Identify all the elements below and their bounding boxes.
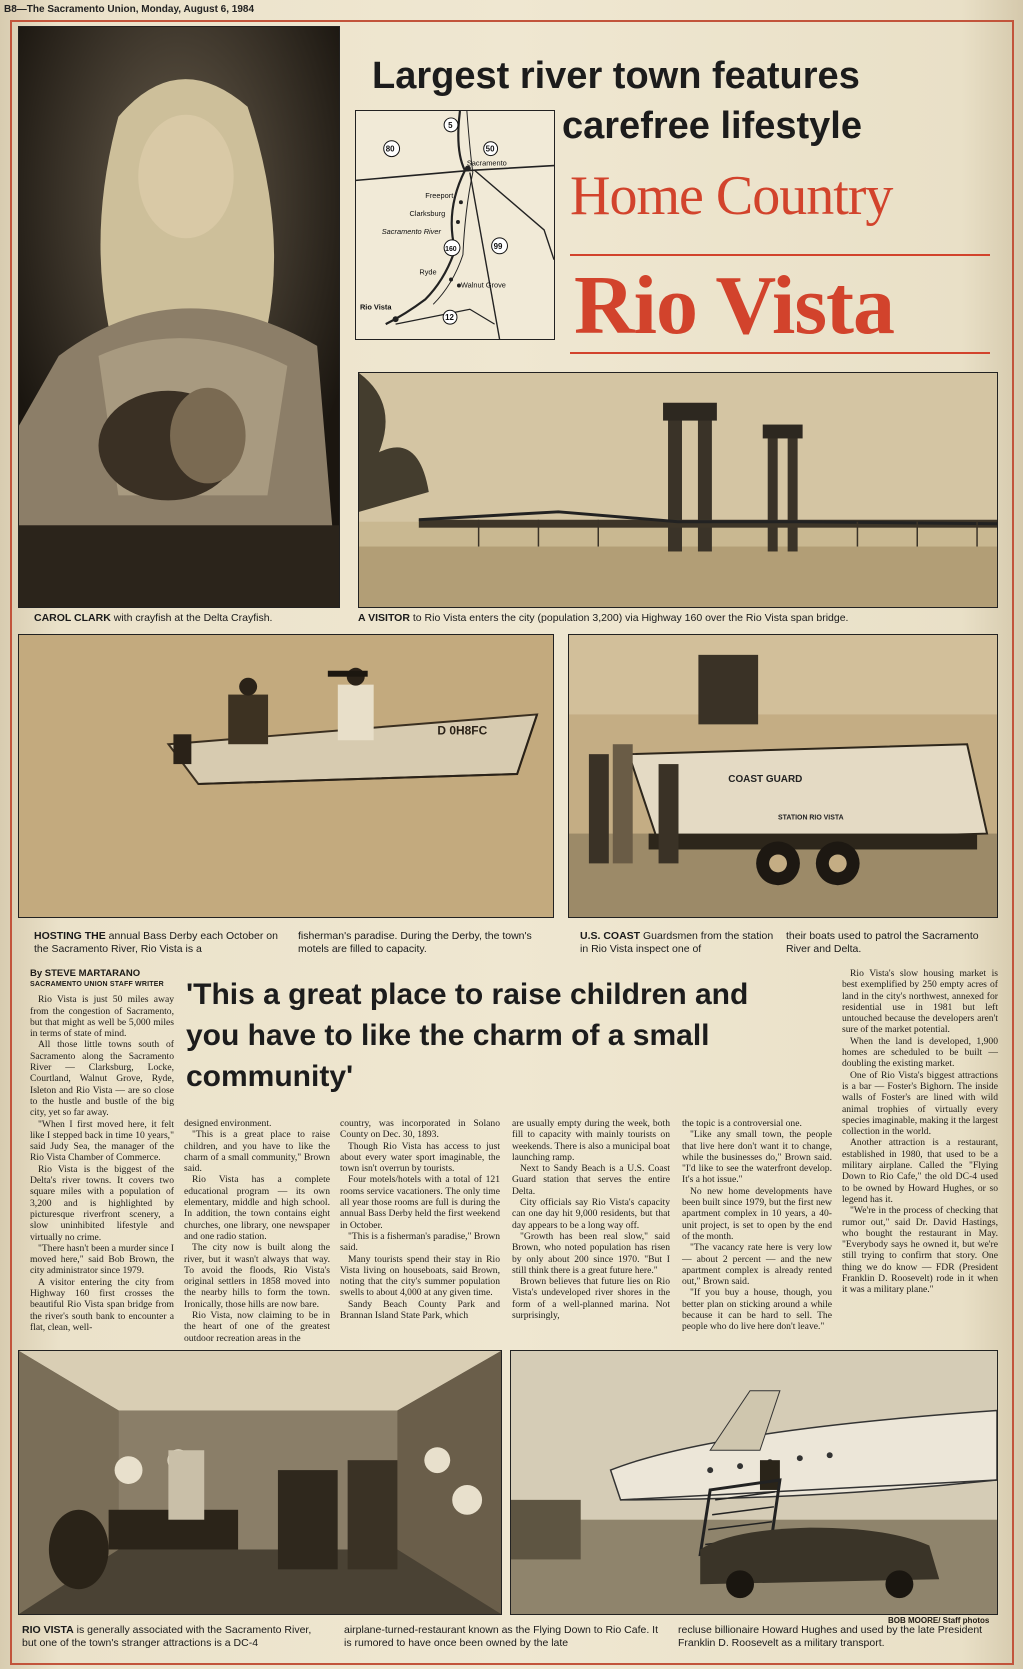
photo-carol-clark [18,26,340,608]
col3-para: "This is a fisherman's paradise," Brown said. [340,1230,500,1254]
col1-para: All those little towns south of Sacramento along the Sacramento River — Clarksburg, Locke, Courtland, Walnut Grove, Ryde, Isleton and Rio Vista — are so close to the hustle and bustle of the big city, yet so far away. [30,1039,174,1119]
col1-para: A visitor entering the city from Highway 160 first crosses the beautiful Rio Vista span bridge from the river's south bank to encounter a flat, clean, well- [30,1276,174,1333]
col2-para: "This is a great place to raise children, and you have to like the charm of a small community," Brown said. [184,1129,330,1175]
col5-para: No new home developments have been built since 1979, but the first new apartment complex in 10 years, a 40-unit project, is set to open by the end of the month. [682,1185,832,1242]
map-hwy-80: 80 [385,144,395,154]
map-label-walnut-grove: Walnut Grove [460,280,506,290]
headline-line2: carefree lifestyle [562,105,862,147]
page-folio: B8—The Sacramento Union, Monday, August 6, 1984 [4,4,255,15]
locator-map [355,110,555,340]
photo-credit: BOB MOORE/ Staff photos [888,1616,990,1625]
coast-guard-hull-text: COAST GUARD [728,773,803,785]
caption-plane-c: recluse billionaire Howard Hughes and used by the late President Franklin D. Roosevelt as a military transport. [678,1624,983,1649]
col2-para: Rio Vista, now claiming to be in the heart of one of the greatest outdoor recreation areas in the [184,1310,330,1344]
col1-para: Rio Vista is the biggest of the Delta's river towns. It covers two square miles with a population of 3,200 and is highlighted by picturesque riverfront scenery, a slow uninhibited lifestyle and virtually no crime. [30,1163,174,1243]
caption-coast-guard-b: their boats used to patrol the Sacramento River and Delta. [786,930,979,955]
col1-para: "When I first moved here, it felt like I stepped back in time 10 years," said Judy Sea, the manager of the Rio Vista Chamber of Commerce. [30,1118,174,1164]
place-title: Rio Vista [574,259,895,352]
col6-para: Another attraction is a restaurant, established in 1980, that used to be a military airplane. Called the "Flying Down to Rio Cafe," the old DC-4 used to be owned by Howard Hughes, or so legend has it. [842,1137,998,1205]
col3-para: Four motels/hotels with a total of 121 rooms service vacationers. The only time all year those rooms are full is during the annual Bass Derby held the first weekend in October. [340,1174,500,1231]
col5-para: the topic is a controversial one. [682,1118,802,1129]
pull-quote: 'This a great place to raise children and you have to like the charm of a small community' [186,978,749,1093]
col5-para: "The vacancy rate here is very low — about 2 percent — and the new apartment complex is already rented out," Brown said. [682,1242,832,1288]
caption-bridge: A VISITOR to Rio Vista enters the city (population 3,200) via Highway 160 over the Rio Vista span bridge. [358,612,849,624]
col4-para: "Growth has been real slow," said Brown, who noted population has risen by only about 200 since 1970. "But I still think there is a great future here." [512,1230,670,1276]
story-column-4 [512,1118,670,1321]
photo-bass-boat [18,634,554,918]
col4-para: are usually empty during the week, both fill to capacity with mainly tourists on weekends. There is also a municipal boat launching ramp. [512,1118,670,1163]
coast-guard-station-text: STATION RIO VISTA [778,814,844,822]
col3-para: country, was incorporated in Solano County on Dec. 30, 1893. [340,1118,500,1141]
story-column-5 [682,1118,832,1333]
map-label-clarksburg: Clarksburg [409,209,446,219]
map-label-sacramento: Sacramento [466,158,507,168]
caption-plane-a: RIO VISTA is generally associated with the Sacramento River, but one of the town's stranger attractions is a DC-4 [22,1624,312,1649]
section-rule [570,254,990,256]
col5-para: "If you buy a house, though, you better plan on sticking around a while because it can be hard to sell. The people who do live here don't leave." [682,1287,832,1333]
col5-para: "Like any small town, the people that live here don't want it to change, while the businesses do," Brown said. "I'd like to see the waterfront develop. It's a hot issue." [682,1129,832,1186]
caption-bass-boat-b: fisherman's paradise. During the Derby, the town's motels are filled to capacity. [298,930,532,955]
col4-para: Next to Sandy Beach is a U.S. Coast Guard station that serves the entire Delta. [512,1163,670,1197]
col3-para: Many tourists spend their stay in Rio Vista living on houseboats, said Brown, noting that the city's summer population swells to about 4,000 at any given time. [340,1253,500,1299]
caption-bass-boat-a: HOSTING THE annual Bass Derby each October on the Sacramento River, Rio Vista is a [34,930,278,955]
map-hwy-5: 5 [448,120,453,130]
byline: By STEVE MARTARANO [30,968,141,979]
col2-para: Rio Vista has a complete educational program — its own elementary, middle and high school. In addition, the town contains eight churches, one library, one newspaper and one radio station. [184,1174,330,1242]
story-column-3 [340,1118,500,1321]
map-hwy-160: 160 [445,245,457,253]
col3-para: Sandy Beach County Park and Brannan Island State Park, which [340,1298,500,1322]
headline-line1: Largest river town features [372,55,860,97]
col6-para: "We're in the process of checking that rumor out," said Dr. David Hastings, who bought the restaurant in May. "Everybody says he owned it, but we're still trying to confirm that story. One thing we do know — FDR (President Franklin D. Roosevelt) rode in it when it was a military plane." [842,1205,998,1296]
story-column-2 [184,1118,330,1344]
col3-para: Though Rio Vista has access to just about every water sport imaginable, the town isn't overrun by tourists. [340,1140,500,1175]
byline-role: SACRAMENTO UNION STAFF WRITER [30,981,164,988]
col1-para: Rio Vista is just 50 miles away from the congestion of Sacramento, but that might as well be 5,000 miles in terms of state of mind. [30,994,174,1040]
photo-bridge [358,372,998,608]
map-label-ryde: Ryde [419,267,437,277]
map-hwy-50: 50 [485,144,495,154]
story-column-1 [30,968,174,1333]
section-title: Home Country [570,165,893,227]
boat-registration: D 0H8FC [437,723,488,738]
map-label-freeport: Freeport [425,191,454,201]
caption-plane-b: airplane-turned-restaurant known as the Flying Down to Rio Cafe. It is rumored to have once been owned by the late [344,1624,658,1649]
col2-para: designed environment. [184,1118,272,1129]
col4-para: City officials say Rio Vista's capacity can one day hit 9,000 residents, but that day appears to be a long way off. [512,1197,670,1231]
caption-coast-guard-a: U.S. COAST Guardsmen from the station in Rio Vista inspect one of [580,930,774,955]
map-hwy-99: 99 [493,241,503,251]
col1-para: "There hasn't been a murder since I moved here," said Bob Brown, the city administrator since 1979. [30,1242,174,1277]
col4-para: Brown believes that future lies on Rio Vista's undeveloped river shores in the form of a well-planned marina. Not surprisingly, [512,1276,670,1322]
col6-para: One of Rio Vista's biggest attractions is a bar — Foster's Bighorn. The inside walls of Foster's are lined with wild animal trophies of virtually every species imaginable, making it the largest collection in the world. [842,1069,998,1138]
map-hwy-12: 12 [445,313,454,323]
place-rule [570,352,990,354]
map-label-rio-vista: Rio Vista [359,302,392,312]
photo-dc4-airplane [510,1350,998,1615]
story-column-6 [842,968,998,1296]
caption-carol-clark: CAROL CLARK with crayfish at the Delta Crayfish. [34,612,273,624]
col6-para: Rio Vista's slow housing market is best exemplified by 250 empty acres of land in the city's northwest, annexed for residential use in 1981 but left untouched because the developers aren't sure of the market potential. [842,968,998,1036]
col6-para: When the land is developed, 1,900 homes are scheduled to be built — doubling the existing market. [842,1035,998,1070]
col2-para: The city now is built along the river, but it wasn't always that way. To avoid the floods, Rio Vista's original settlers in 1858 moved into the nearby hills to form the town. Ironically, those hills are now bare. [184,1242,330,1310]
photo-cafe-interior [18,1350,502,1615]
photo-coast-guard [568,634,998,918]
map-label-sacramento-river: Sacramento River [381,226,441,236]
